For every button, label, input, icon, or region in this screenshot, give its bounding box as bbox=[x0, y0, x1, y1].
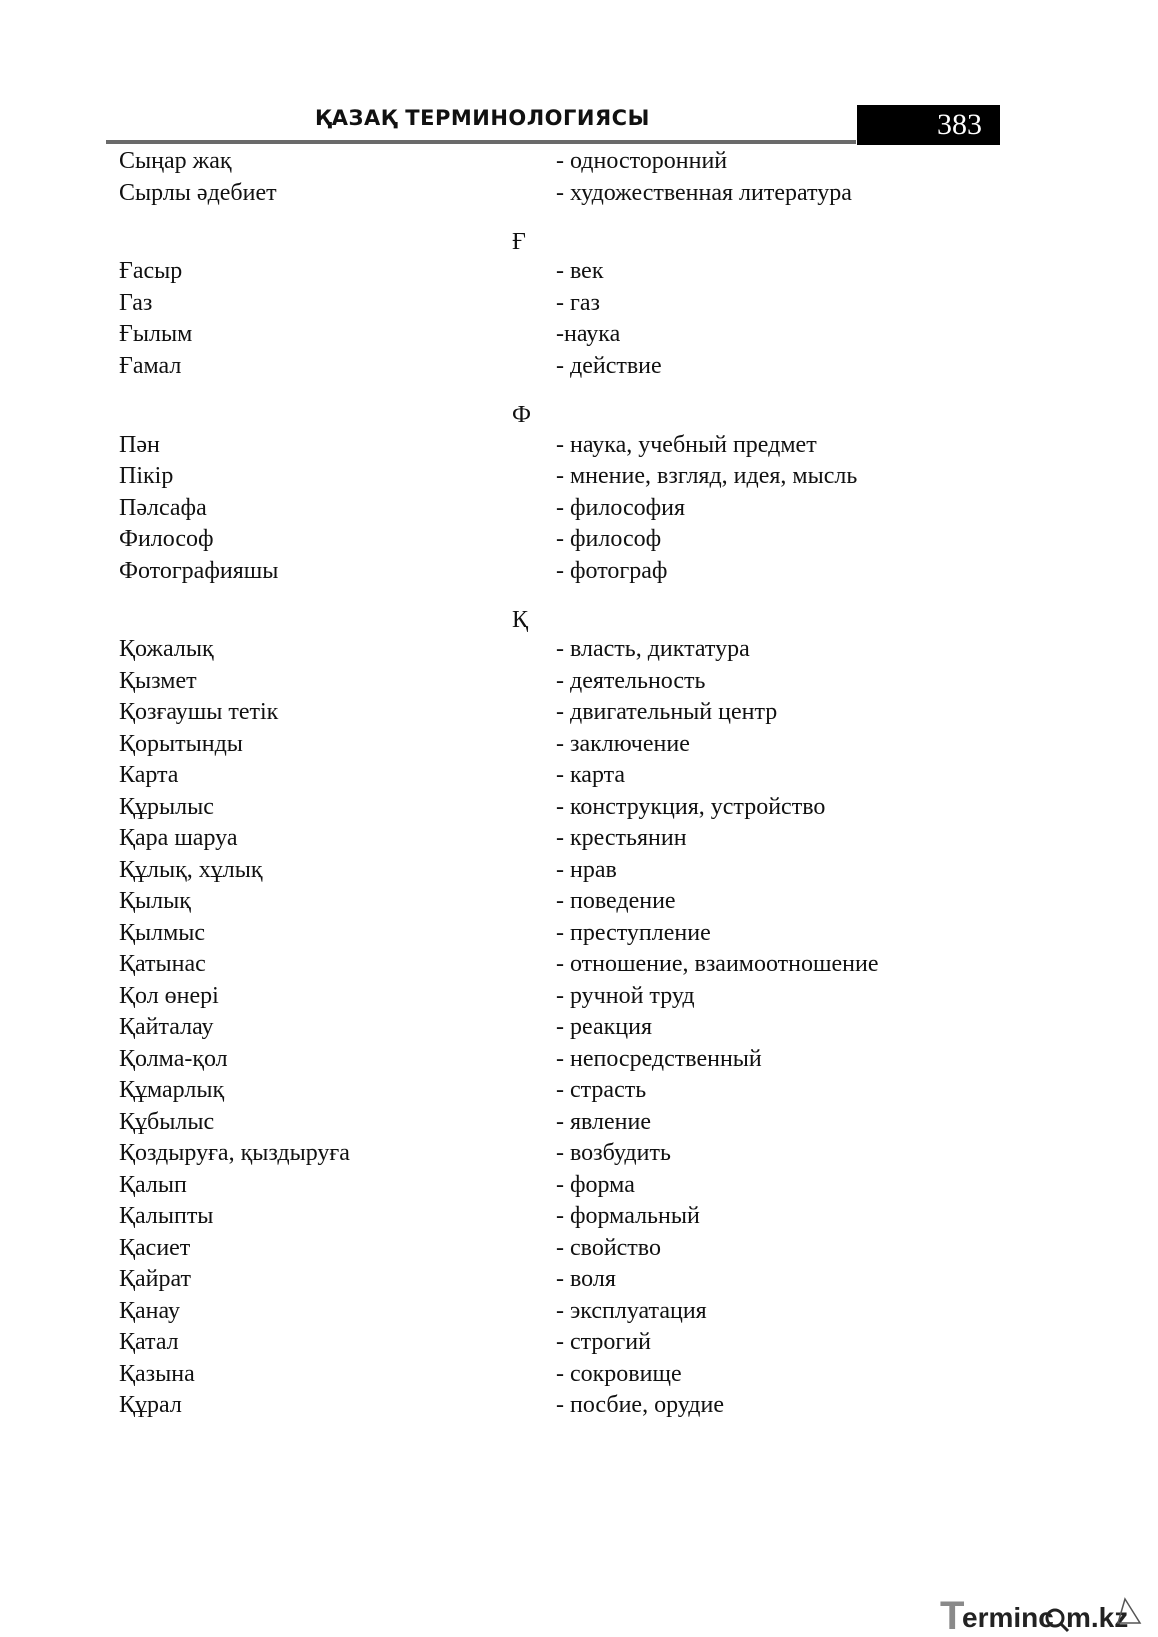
term-russian: - заключение bbox=[556, 730, 690, 757]
glossary-entry bbox=[0, 1011, 1158, 1043]
glossary-entry bbox=[0, 492, 1158, 524]
term-russian: - посбие, орудие bbox=[556, 1392, 724, 1419]
glossary-entry bbox=[0, 696, 1158, 728]
section-letter: Қ bbox=[512, 606, 529, 633]
glossary-entry bbox=[0, 318, 1158, 350]
glossary-entry bbox=[0, 350, 1158, 382]
page-number: 383 bbox=[857, 105, 1000, 145]
glossary-entry bbox=[0, 255, 1158, 287]
term-russian: - поведение bbox=[556, 888, 676, 915]
term-russian: - мнение, взгляд, идея, мысль bbox=[556, 463, 858, 489]
term-russian: - явление bbox=[556, 1108, 652, 1135]
term-kazakh: Қызмет bbox=[119, 667, 197, 694]
term-kazakh: Қазына bbox=[119, 1360, 195, 1387]
glossary-entry bbox=[0, 1169, 1158, 1201]
term-kazakh: Қанау bbox=[119, 1297, 180, 1324]
term-russian: - власть, диктатура bbox=[556, 636, 750, 663]
term-russian: - сокровище bbox=[556, 1360, 682, 1387]
glossary-entry bbox=[0, 1358, 1158, 1390]
term-russian: - крестьянин bbox=[556, 825, 687, 852]
term-russian: - непосредственный bbox=[556, 1045, 762, 1072]
glossary-entry bbox=[0, 854, 1158, 886]
term-russian: - наука, учебный предмет bbox=[556, 431, 817, 458]
term-kazakh: Қатал bbox=[119, 1329, 179, 1356]
term-russian: - художественная литература bbox=[556, 179, 852, 206]
section-letter: Ғ bbox=[512, 228, 526, 255]
term-kazakh: Қасиет bbox=[119, 1234, 191, 1261]
term-russian: - газ bbox=[556, 289, 600, 316]
term-russian: - философ bbox=[556, 526, 662, 552]
glossary-entry bbox=[0, 460, 1158, 492]
term-kazakh: Құрылыс bbox=[119, 793, 214, 820]
term-russian: - деятельность bbox=[556, 667, 706, 694]
term-russian: - ручной труд bbox=[556, 982, 695, 1009]
term-russian: - конструкция, устройство bbox=[556, 793, 826, 820]
section-letter: Ф bbox=[512, 401, 531, 428]
svg-text:T: T bbox=[940, 1594, 965, 1635]
term-russian: - карта bbox=[556, 762, 626, 789]
glossary-entry bbox=[0, 633, 1158, 665]
term-kazakh: Құрал bbox=[119, 1392, 182, 1419]
term-kazakh: Фотографияшы bbox=[119, 557, 279, 584]
term-kazakh: Қайрат bbox=[119, 1266, 192, 1293]
glossary-entry bbox=[0, 1389, 1158, 1421]
term-kazakh: Пәлсафа bbox=[119, 494, 207, 521]
term-russian: - форма bbox=[556, 1171, 635, 1198]
term-kazakh: Ғасыр bbox=[119, 258, 183, 285]
glossary-entry bbox=[0, 665, 1158, 697]
glossary-entry bbox=[0, 145, 1158, 177]
term-kazakh: Сыңар жақ bbox=[119, 148, 232, 174]
term-kazakh: Пән bbox=[119, 431, 160, 458]
glossary-entry bbox=[0, 523, 1158, 555]
term-kazakh: Қайталау bbox=[119, 1014, 214, 1041]
glossary-entry bbox=[0, 1043, 1158, 1075]
glossary-entry bbox=[0, 1106, 1158, 1138]
term-kazakh: Қалып bbox=[119, 1171, 187, 1198]
svg-text:m.kz: m.kz bbox=[1066, 1602, 1129, 1633]
glossary-entry bbox=[0, 1326, 1158, 1358]
term-kazakh: Ғамал bbox=[119, 352, 182, 379]
term-kazakh: Ғылым bbox=[119, 321, 193, 348]
book-title: ҚАЗАҚ ТЕРМИНОЛОГИЯСЫ bbox=[315, 106, 650, 130]
term-kazakh: Қалыпты bbox=[119, 1203, 214, 1230]
term-kazakh: Философ bbox=[119, 526, 214, 552]
glossary-entry bbox=[0, 287, 1158, 319]
term-kazakh: Қара шаруа bbox=[119, 825, 238, 852]
glossary-entry bbox=[0, 1074, 1158, 1106]
glossary-entry bbox=[0, 791, 1158, 823]
term-kazakh: Пікір bbox=[119, 463, 174, 489]
term-russian: - философия bbox=[556, 494, 686, 521]
glossary-entry bbox=[0, 822, 1158, 854]
glossary-entry bbox=[0, 728, 1158, 760]
term-kazakh: Қылық bbox=[119, 888, 191, 915]
term-kazakh: Газ bbox=[119, 289, 153, 316]
term-russian: -наука bbox=[556, 321, 621, 348]
term-kazakh: Қолма-қол bbox=[119, 1045, 228, 1072]
term-russian: - страсть bbox=[556, 1077, 647, 1104]
glossary-entry bbox=[0, 980, 1158, 1012]
glossary-entry bbox=[0, 1232, 1158, 1264]
term-russian: - свойство bbox=[556, 1234, 661, 1261]
term-kazakh: Қатынас bbox=[119, 951, 206, 978]
term-kazakh: Қоздыруға, қыздыруға bbox=[119, 1140, 350, 1167]
glossary-entry bbox=[0, 177, 1158, 209]
term-kazakh: Қорытынды bbox=[119, 730, 243, 757]
term-kazakh: Қозғаушы тетік bbox=[119, 699, 279, 726]
svg-text:erminc: erminc bbox=[962, 1602, 1054, 1633]
term-russian: - воля bbox=[556, 1266, 616, 1293]
term-russian: - формальный bbox=[556, 1203, 700, 1230]
term-russian: - возбудить bbox=[556, 1140, 671, 1167]
glossary-entry bbox=[0, 759, 1158, 791]
term-kazakh: Қожалық bbox=[119, 636, 214, 663]
glossary-entry bbox=[0, 917, 1158, 949]
glossary-entry bbox=[0, 948, 1158, 980]
watermark-logo-icon bbox=[940, 1593, 1150, 1635]
term-russian: - эксплуатация bbox=[556, 1297, 707, 1324]
glossary-entry bbox=[0, 1295, 1158, 1327]
term-russian: - строгий bbox=[556, 1329, 651, 1356]
term-kazakh: Карта bbox=[119, 762, 179, 789]
glossary-entry bbox=[0, 1263, 1158, 1295]
term-russian: - односторонний bbox=[556, 148, 728, 174]
glossary-entry bbox=[0, 555, 1158, 587]
glossary-entry bbox=[0, 1137, 1158, 1169]
glossary-entry bbox=[0, 429, 1158, 461]
site-watermark bbox=[940, 1595, 1150, 1635]
term-russian: - действие bbox=[556, 352, 662, 379]
term-russian: - нрав bbox=[556, 856, 617, 883]
term-kazakh: Құмарлық bbox=[119, 1077, 225, 1104]
term-russian: - век bbox=[556, 258, 604, 285]
term-russian: - реакция bbox=[556, 1014, 652, 1041]
term-russian: - фотограф bbox=[556, 557, 668, 584]
glossary-entry bbox=[0, 1200, 1158, 1232]
term-kazakh: Қол өнері bbox=[119, 982, 219, 1009]
glossary-entry bbox=[0, 885, 1158, 917]
term-kazakh: Қылмыс bbox=[119, 919, 206, 946]
term-kazakh: Сырлы әдебиет bbox=[119, 179, 277, 206]
term-kazakh: Құбылыс bbox=[119, 1108, 215, 1135]
term-russian: - двигательный центр bbox=[556, 699, 778, 726]
term-kazakh: Құлық, хұлық bbox=[119, 856, 263, 883]
term-russian: - преступление bbox=[556, 919, 711, 946]
term-russian: - отношение, взаимоотношение bbox=[556, 951, 879, 978]
